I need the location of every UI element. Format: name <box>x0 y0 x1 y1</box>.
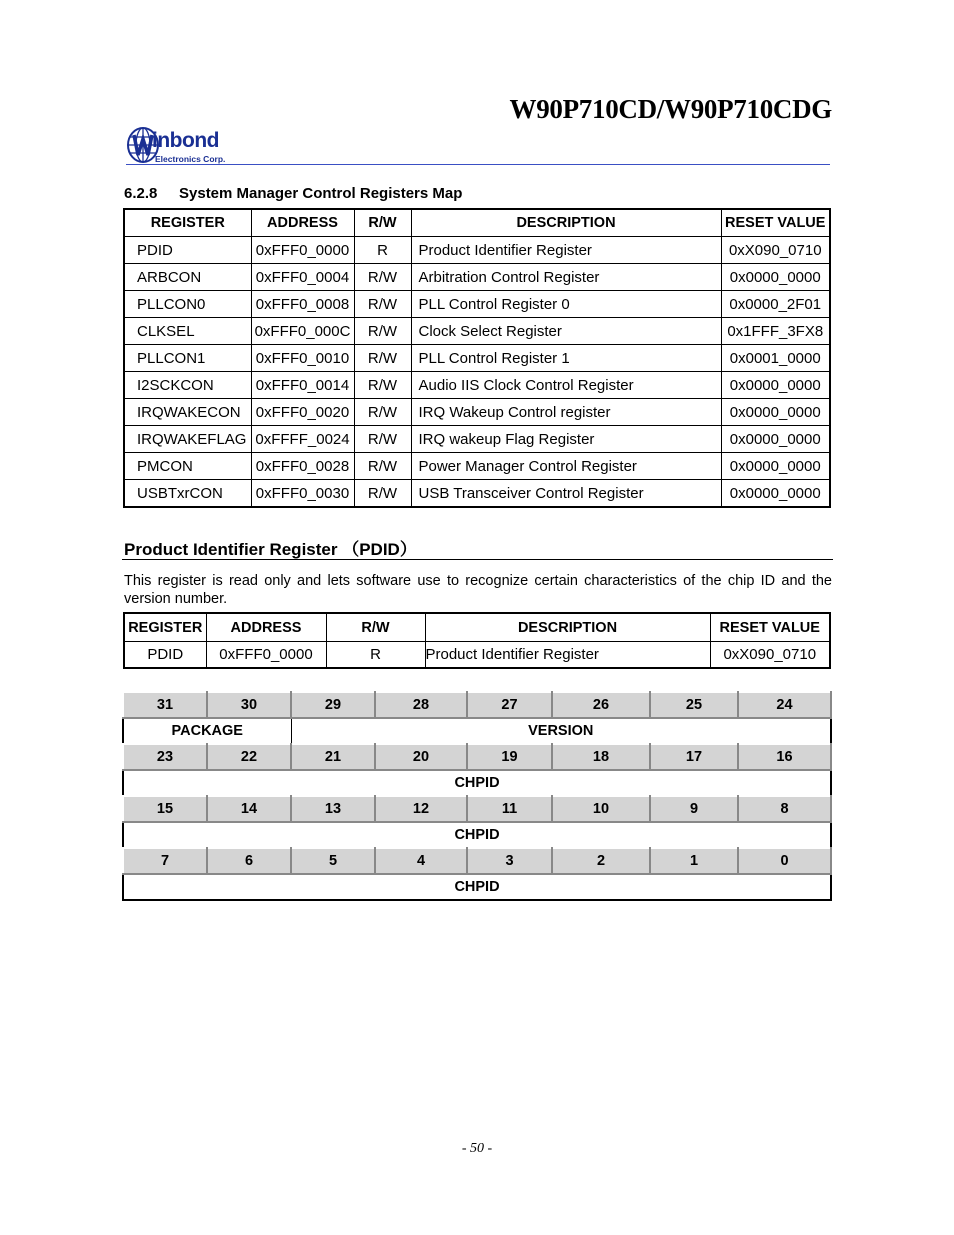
column-header: ADDRESS <box>206 613 326 642</box>
bit-number: 20 <box>375 744 467 770</box>
bit-number-row <box>123 744 831 770</box>
column-header: R/W <box>326 613 425 642</box>
table-row <box>124 480 830 508</box>
register-name-cell: ARBCON <box>124 264 251 291</box>
bit-number: 21 <box>291 744 375 770</box>
bit-number: 27 <box>467 692 552 718</box>
logo-wordmark: inbond <box>152 129 219 152</box>
bit-field-row <box>123 770 831 796</box>
page-number: - 50 - <box>461 1141 493 1156</box>
bit-number: 10 <box>552 796 650 822</box>
bit-number: 22 <box>207 744 291 770</box>
address-cell: 0xFFF0_0004 <box>251 264 354 291</box>
bit-number: 29 <box>291 692 375 718</box>
description-cell: Arbitration Control Register <box>411 264 721 291</box>
bit-number: 15 <box>123 796 207 822</box>
register-name-cell: PMCON <box>124 453 251 480</box>
reset-value-cell: 0x0000_0000 <box>721 399 830 426</box>
bit-number: 16 <box>738 744 831 770</box>
register-name-cell: IRQWAKEFLAG <box>124 426 251 453</box>
reset-value-cell: 0x0000_0000 <box>721 426 830 453</box>
section-title: System Manager Control Registers Map <box>179 185 463 202</box>
register-name-cell: PDID <box>124 237 251 264</box>
bit-number: 18 <box>552 744 650 770</box>
bit-number: 24 <box>738 692 831 718</box>
column-header: RESET VALUE <box>710 613 830 642</box>
field-chpid: CHPID <box>123 822 831 848</box>
rw-cell: R/W <box>354 426 411 453</box>
bit-number: 5 <box>291 848 375 874</box>
address-cell: 0xFFFF_0024 <box>251 426 354 453</box>
address-cell: 0xFFF0_0000 <box>251 237 354 264</box>
column-header: ADDRESS <box>251 209 354 237</box>
rw-cell: R <box>354 237 411 264</box>
subheading-rule <box>122 559 833 560</box>
rw-cell: R/W <box>354 318 411 345</box>
address-cell: 0xFFF0_0000 <box>206 642 326 669</box>
table-row <box>124 399 830 426</box>
bit-field-row <box>123 822 831 848</box>
field-chpid: CHPID <box>123 770 831 796</box>
address-cell: 0xFFF0_0008 <box>251 291 354 318</box>
table-row <box>124 291 830 318</box>
rw-cell: R/W <box>354 453 411 480</box>
description-cell: Clock Select Register <box>411 318 721 345</box>
description-cell: PLL Control Register 1 <box>411 345 721 372</box>
register-map-table <box>123 208 831 508</box>
description-cell: IRQ Wakeup Control register <box>411 399 721 426</box>
document-title: W90P710CD/W90P710CDG <box>509 94 832 124</box>
reset-value-cell: 0xX090_0710 <box>710 642 830 669</box>
rw-cell: R/W <box>354 480 411 508</box>
column-header: RESET VALUE <box>721 209 830 237</box>
reset-value-cell: 0x0000_0000 <box>721 264 830 291</box>
register-name-cell: PLLCON0 <box>124 291 251 318</box>
bit-number: 14 <box>207 796 291 822</box>
rw-cell: R/W <box>354 372 411 399</box>
description-cell: PLL Control Register 0 <box>411 291 721 318</box>
table-row <box>124 372 830 399</box>
bit-number: 8 <box>738 796 831 822</box>
bit-number: 4 <box>375 848 467 874</box>
description-cell: IRQ wakeup Flag Register <box>411 426 721 453</box>
address-cell: 0xFFF0_0010 <box>251 345 354 372</box>
register-name-cell: PDID <box>124 642 206 669</box>
description-cell: Audio IIS Clock Control Register <box>411 372 721 399</box>
bit-layout-table <box>122 691 832 901</box>
address-cell: 0xFFF0_0020 <box>251 399 354 426</box>
table-row <box>124 642 830 669</box>
register-name-cell: PLLCON1 <box>124 345 251 372</box>
address-cell: 0xFFF0_0014 <box>251 372 354 399</box>
column-header: REGISTER <box>124 613 206 642</box>
bit-number: 7 <box>123 848 207 874</box>
table-header-row <box>124 613 830 642</box>
table-row <box>124 345 830 372</box>
table-row <box>124 318 830 345</box>
rw-cell: R/W <box>354 399 411 426</box>
reset-value-cell: 0x0000_0000 <box>721 480 830 508</box>
header-rule <box>126 164 830 165</box>
bit-number: 17 <box>650 744 738 770</box>
bit-number: 0 <box>738 848 831 874</box>
section-heading <box>124 185 462 202</box>
bit-number: 31 <box>123 692 207 718</box>
bit-number-row <box>123 692 831 718</box>
bit-number: 12 <box>375 796 467 822</box>
register-name-cell: I2SCKCON <box>124 372 251 399</box>
bit-number: 11 <box>467 796 552 822</box>
register-name-cell: CLKSEL <box>124 318 251 345</box>
column-header: DESCRIPTION <box>411 209 721 237</box>
bit-field-row <box>123 718 831 744</box>
address-cell: 0xFFF0_0030 <box>251 480 354 508</box>
field-version: VERSION <box>291 718 831 744</box>
bit-number: 13 <box>291 796 375 822</box>
rw-cell: R/W <box>354 291 411 318</box>
column-header: DESCRIPTION <box>425 613 710 642</box>
reset-value-cell: 0xX090_0710 <box>721 237 830 264</box>
bit-field-row <box>123 874 831 900</box>
bit-number: 25 <box>650 692 738 718</box>
logo-subtitle: Electronics Corp. <box>155 154 226 164</box>
table-row <box>124 426 830 453</box>
description-cell: Product Identifier Register <box>425 642 710 669</box>
table-row <box>124 264 830 291</box>
register-name-cell: IRQWAKECON <box>124 399 251 426</box>
description-cell: USB Transceiver Control Register <box>411 480 721 508</box>
bit-number-row <box>123 796 831 822</box>
table-header-row <box>124 209 830 237</box>
winbond-logo <box>126 125 256 165</box>
pdid-heading: Product Identifier Register （PDID） <box>124 540 417 559</box>
address-cell: 0xFFF0_000C <box>251 318 354 345</box>
description-cell: Product Identifier Register <box>411 237 721 264</box>
reset-value-cell: 0x0000_0000 <box>721 372 830 399</box>
register-name-cell: USBTxrCON <box>124 480 251 508</box>
bit-number: 1 <box>650 848 738 874</box>
bit-number: 28 <box>375 692 467 718</box>
column-header: REGISTER <box>124 209 251 237</box>
address-cell: 0xFFF0_0028 <box>251 453 354 480</box>
bit-number: 6 <box>207 848 291 874</box>
rw-cell: R/W <box>354 345 411 372</box>
table-row <box>124 237 830 264</box>
column-header: R/W <box>354 209 411 237</box>
bit-number: 26 <box>552 692 650 718</box>
reset-value-cell: 0x0001_0000 <box>721 345 830 372</box>
field-chpid: CHPID <box>123 874 831 900</box>
field-package: PACKAGE <box>123 718 291 744</box>
rw-cell: R/W <box>354 264 411 291</box>
reset-value-cell: 0x0000_2F01 <box>721 291 830 318</box>
pdid-register-table <box>123 612 831 669</box>
bit-number: 3 <box>467 848 552 874</box>
bit-number-row <box>123 848 831 874</box>
bit-number: 23 <box>123 744 207 770</box>
table-row <box>124 453 830 480</box>
reset-value-cell: 0x1FFF_3FX8 <box>721 318 830 345</box>
pdid-description: This register is read only and lets software use to recognize certain characteristics of the chip ID and the version number. <box>124 573 832 607</box>
description-cell: Power Manager Control Register <box>411 453 721 480</box>
rw-cell: R <box>326 642 425 669</box>
bit-number: 2 <box>552 848 650 874</box>
bit-number: 30 <box>207 692 291 718</box>
section-number: 6.2.8 <box>124 185 158 202</box>
bit-number: 9 <box>650 796 738 822</box>
bit-number: 19 <box>467 744 552 770</box>
reset-value-cell: 0x0000_0000 <box>721 453 830 480</box>
